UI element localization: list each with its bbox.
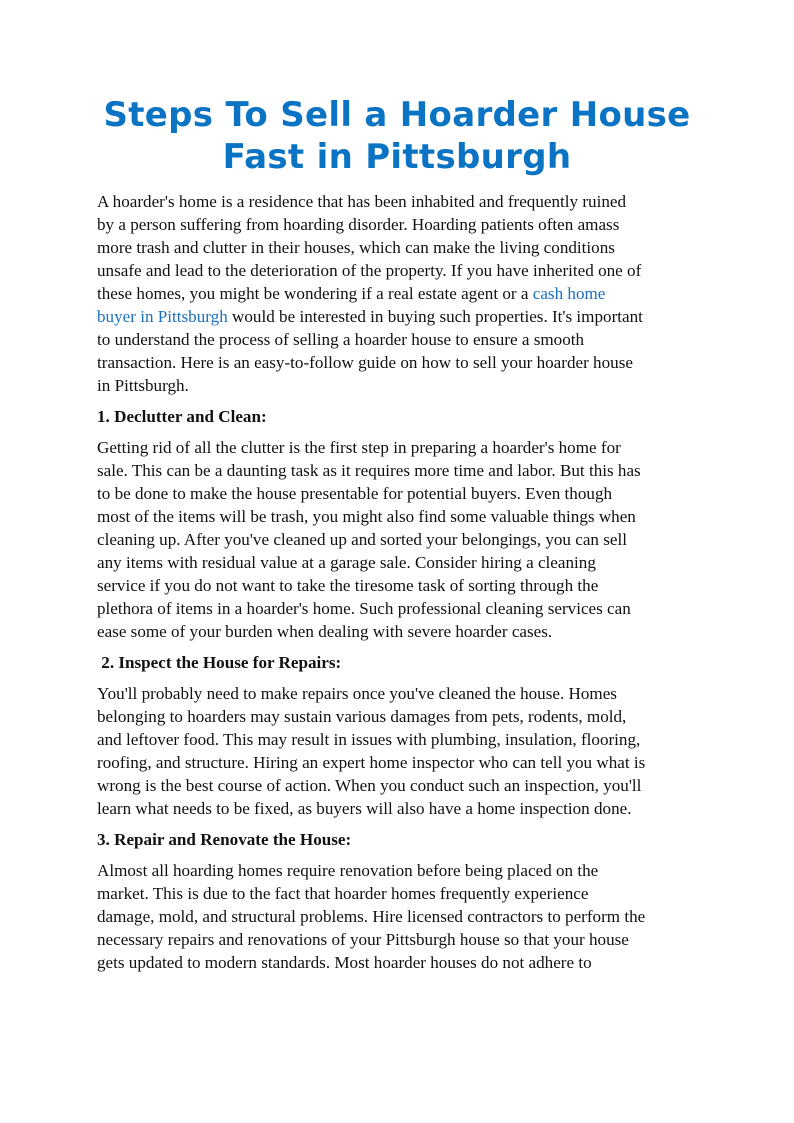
page-title-line-1: Steps To Sell a Hoarder House <box>103 95 691 135</box>
section-body-repair: Almost all hoarding homes require renovation before being placed on the market. This is due to the fact that hoarder homes frequently experience damage, mold, and structural problems. Hire licensed contractors to perform the necessary repairs and renovations of your Pittsburgh house so that your house gets updated to modern standards. Most hoarder houses do not adhere to <box>97 861 646 972</box>
section-body-declutter: Getting rid of all the clutter is the first step in preparing a hoarder's home for sale. This can be a daunting task as it requires more time and labor. But this has to be done to make the house presentable for potential buyers. Even though most of the items will be trash, you might also find some valuable things when cleaning up. After you've cleaned up and sorted your belongings, you can sell any items with residual value at a garage sale. Consider hiring a cleaning service if you do not want to take the tiresome task of sorting through the plethora of items in a hoarder's home. Such professional cleaning services can ease some of your burden when dealing with severe hoarder cases. <box>97 438 641 641</box>
page-title <box>97 94 697 178</box>
section-heading-declutter: 1. Declutter and Clean: <box>97 407 267 426</box>
intro-paragraph <box>97 190 697 397</box>
section-body-inspect: You'll probably need to make repairs once you've cleaned the house. Homes belonging to hoarders may sustain various damages from pets, rodents, mold, and leftover food. This may result in issues with plumbing, insulation, flooring, roofing, and structure. Hiring an expert home inspector who can tell you what is wrong is the best course of action. When you conduct such an inspection, you'll learn what needs to be fixed, as buyers will also have a home inspection done. <box>97 684 646 818</box>
intro-text-before-link: A hoarder's home is a residence that has been inhabited and frequently ruined by a person suffering from hoarding disorder. Hoarding patients often amass more trash and clutter in their houses, which can make the living conditions unsafe and lead to the deterioration of the property. If you have inherited one of these homes, you might be wondering if a real estate agent or a <box>97 192 642 303</box>
page-title-line-2: Fast in Pittsburgh <box>222 137 572 177</box>
section-heading-inspect: 2. Inspect the House for Repairs: <box>97 653 342 672</box>
document-page <box>97 94 697 982</box>
intro-text-after-link: would be interested in buying such properties. It's important to understand the process of selling a hoarder house to ensure a smooth transaction. Here is an easy-to-follow guide on how to sell your hoarder house in Pittsburgh. <box>97 307 643 395</box>
cash-home-buyer-link[interactable]: cash home buyer in Pittsburgh <box>97 284 606 326</box>
section-heading-repair: 3. Repair and Renovate the House: <box>97 830 352 849</box>
